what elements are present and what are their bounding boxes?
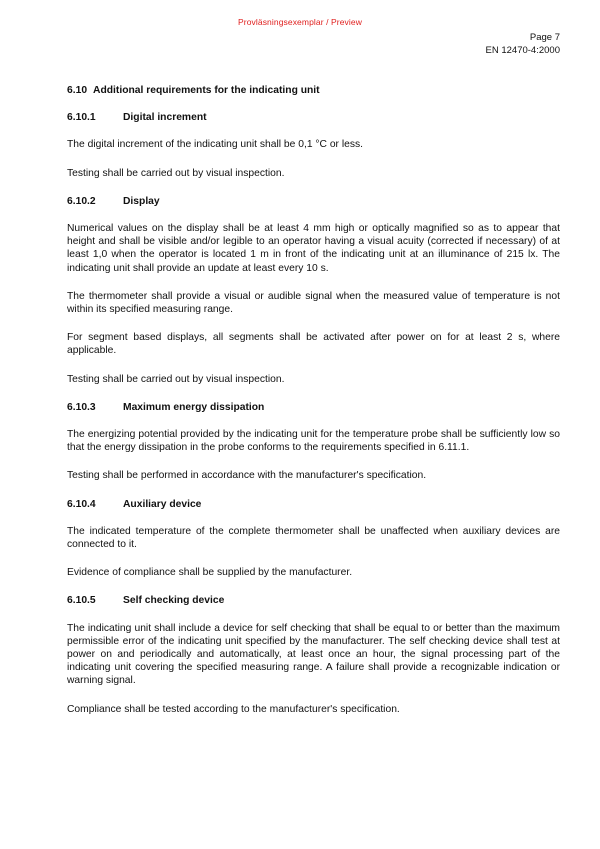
subsection-heading (67, 594, 560, 607)
section-number: 6.10 (67, 85, 88, 96)
standard-reference: EN 12470-4:2000 (485, 44, 560, 56)
preview-watermark: Provläsningsexemplar / Preview (238, 17, 362, 27)
paragraph: The thermometer shall provide a visual or audible signal when the measured value of temperature is not within its specified measuring range. (67, 290, 560, 316)
subsection-display (67, 195, 560, 386)
paragraph: Testing shall be carried out by visual inspection. (67, 167, 285, 179)
subsection-title: Self checking device (123, 595, 225, 607)
subsection-auxiliary-device (67, 498, 560, 580)
subsection-title: Digital increment (123, 112, 207, 124)
subsection-heading (67, 498, 560, 511)
subsection-heading (67, 111, 560, 124)
subsection-title: Maximum energy dissipation (123, 401, 265, 413)
paragraph: The indicated temperature of the complete thermometer shall be unaffected when auxiliary devices are connected to it. (67, 525, 560, 551)
subsection-title: Display (123, 195, 160, 207)
subsection-number: 6.10.4 (67, 498, 96, 510)
subsection-number: 6.10.5 (67, 595, 96, 607)
subsection-heading (67, 401, 560, 414)
page-header (486, 32, 560, 57)
subsection-number: 6.10.1 (67, 112, 96, 124)
paragraph: Numerical values on the display shall be at least 4 mm high or optically magnified so as to appear that height and shall be visible and/or legible to an operator having a visual acuity (corrected if necessary) of at least 1,0 when the operator is located 1 m in front of the indicating unit at an illuminance of 215 lx. The indicating unit shall provide an update at least every 10 s. (67, 223, 560, 274)
paragraph: For segment based displays, all segments shall be activated after power on for at least 2 s, where applicable. (67, 332, 560, 357)
subsection-self-checking-device (67, 594, 560, 715)
section-heading (67, 84, 560, 97)
subsection-number: 6.10.2 (67, 195, 96, 207)
document-body (67, 84, 560, 731)
paragraph: The energizing potential provided by the indicating unit for the temperature probe shall be sufficiently low so that the energy dissipation in the probe conforms to the requirements specified in 6.11.1. (67, 429, 560, 454)
subsection-maximum-energy-dissipation (67, 401, 560, 483)
subsection-number: 6.10.3 (67, 401, 96, 413)
subsection-digital-increment (67, 111, 560, 180)
paragraph: Testing shall be carried out by visual inspection. (67, 373, 285, 385)
page-number: Page 7 (529, 32, 560, 43)
paragraph: The digital increment of the indicating unit shall be 0,1 °C or less. (67, 139, 364, 151)
subsection-title: Auxiliary device (123, 498, 202, 510)
section-title: Additional requirements for the indicating unit (93, 85, 320, 96)
subsection-heading (67, 195, 560, 208)
paragraph: Testing shall be performed in accordance with the manufacturer's specification. (67, 470, 427, 482)
paragraph: The indicating unit shall include a device for self checking that shall be equal to or better than the maximum permissible error of the indicating unit specified by the manufacturer. The self checking device shall test at power on and periodically and automatically, at least once an hour, the signal processing part of the indicating unit covering the specified measuring range. A failure shall provide a recognizable indication or warning signal. (67, 622, 560, 687)
paragraph: Compliance shall be tested according to the manufacturer's specification. (67, 703, 400, 715)
paragraph: Evidence of compliance shall be supplied by the manufacturer. (67, 567, 353, 579)
